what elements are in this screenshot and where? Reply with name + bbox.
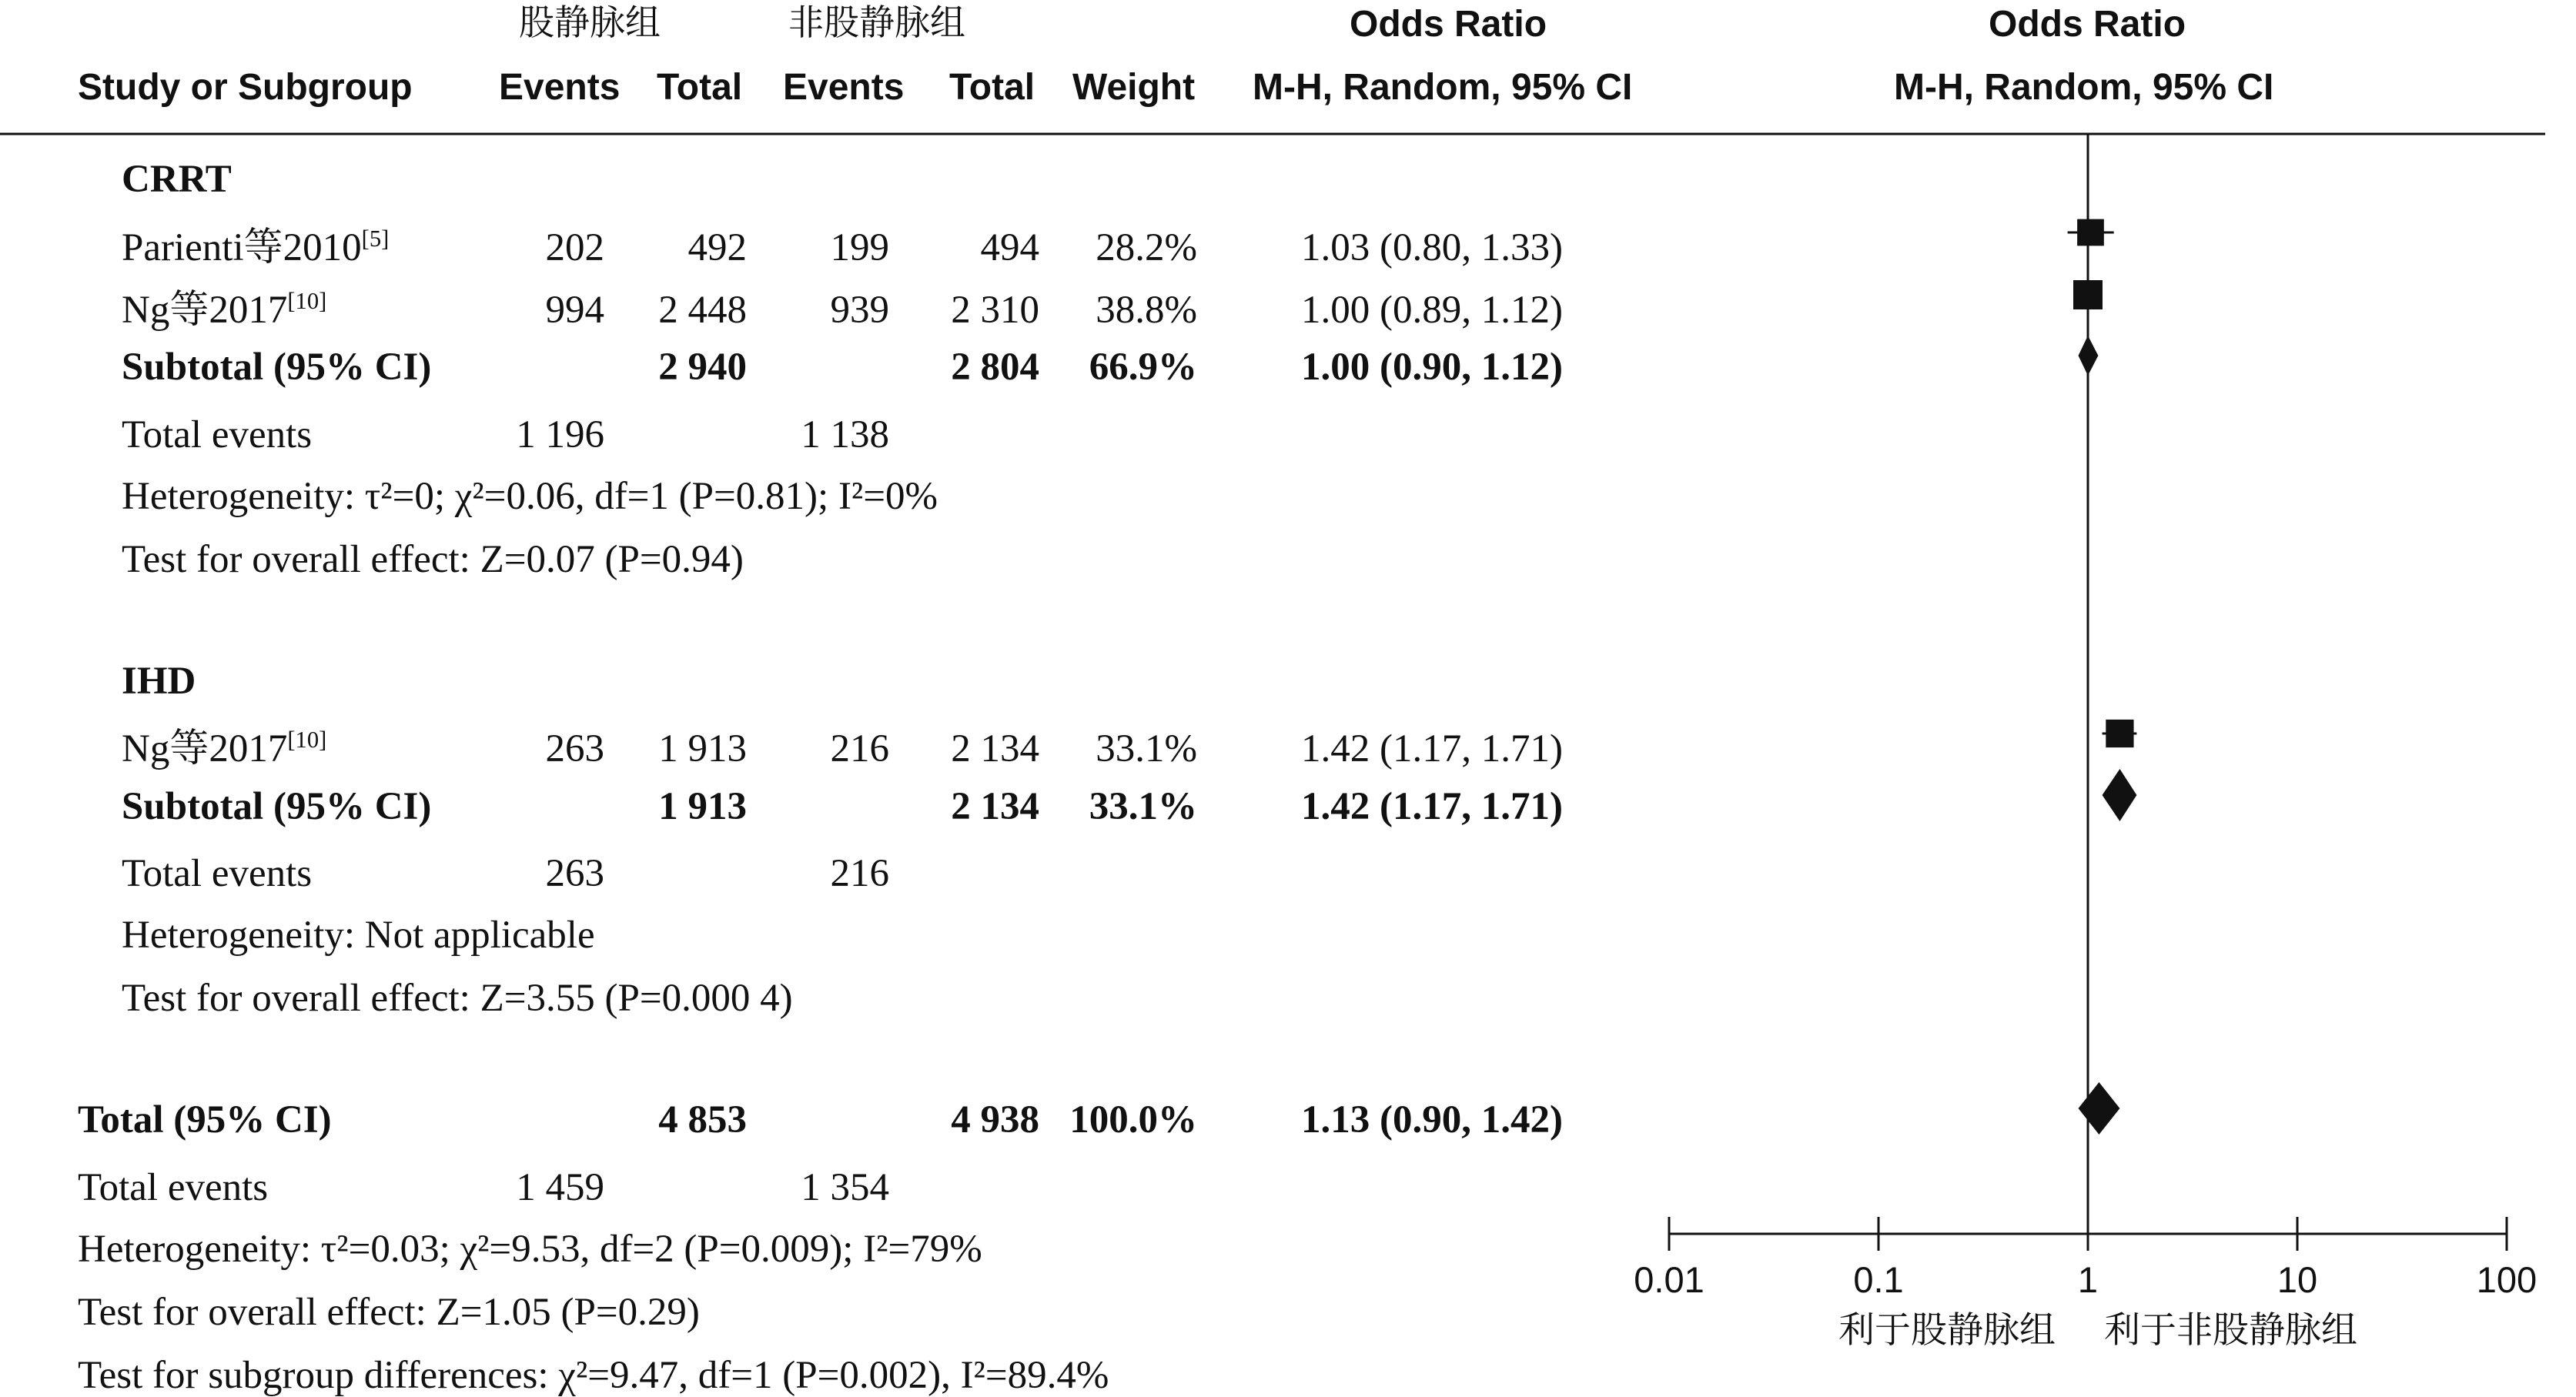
overall-effect-text: Test for overall effect: Z=3.55 (P=0.000 4): [122, 977, 793, 1020]
x-tick-label: 1: [2077, 1259, 2099, 1300]
weight-value: 33.1%: [1096, 727, 1197, 770]
subgroup-label-ihd: IHD: [122, 660, 196, 703]
total-exp-header: Total: [657, 67, 743, 108]
weight-header: Weight: [1072, 67, 1196, 108]
heterogeneity-text: Heterogeneity: τ²=0; χ²=0.06, df=1 (P=0.81); I²=0%: [122, 475, 938, 518]
subtotal-diamond: [2079, 336, 2099, 376]
events-ctrl: 199: [830, 226, 889, 269]
x-tick-label: 0.01: [1634, 1259, 1705, 1300]
heterogeneity-text: Heterogeneity: Not applicable: [122, 914, 595, 957]
total-exp: 2 448: [658, 289, 747, 332]
or-column-title: Odds Ratio: [1350, 4, 1547, 45]
reference-marker: [10]: [287, 727, 327, 753]
or-ci-value: 1.42 (1.17, 1.71): [1301, 727, 1563, 770]
study-point-estimate: [2106, 720, 2133, 747]
overall-weight: 100.0%: [1069, 1098, 1197, 1141]
overall-total-ctrl: 4 938: [951, 1098, 1039, 1141]
total-events-ctrl: 1 138: [801, 413, 889, 456]
overall-effect-text: Test for overall effect: Z=1.05 (P=0.29): [78, 1291, 700, 1334]
subtotal-weight: 33.1%: [1089, 785, 1197, 828]
total-ctrl: 494: [980, 226, 1039, 269]
subtotal-total-ctrl: 2 134: [951, 785, 1039, 828]
subtotal-label: Subtotal (95% CI): [122, 346, 432, 389]
x-tick-label: 100: [2476, 1259, 2538, 1300]
overall-diamond: [2079, 1082, 2120, 1135]
or-ci-value: 1.00 (0.89, 1.12): [1301, 289, 1563, 332]
reference-marker: [10]: [287, 288, 327, 314]
x-tick-label: 0.1: [1853, 1259, 1904, 1300]
overall-or-ci: 1.13 (0.90, 1.42): [1301, 1098, 1563, 1141]
study-name: Ng等2017[10]: [122, 727, 327, 770]
study-name: Ng等2017[10]: [122, 288, 327, 332]
events-exp: 202: [545, 226, 604, 269]
total-events-exp: 263: [545, 852, 604, 895]
favors-right-label: 利于非股静脉组: [2104, 1309, 2357, 1352]
events-exp: 263: [545, 727, 604, 770]
subtotal-diamond: [2103, 769, 2137, 821]
events-exp-header: Events: [499, 67, 621, 108]
overall-total-events-exp: 1 459: [516, 1166, 604, 1209]
subtotal-total-ctrl: 2 804: [951, 346, 1039, 389]
study-point-estimate: [2073, 280, 2103, 309]
or-method-header: M-H, Random, 95% CI: [1253, 67, 1633, 108]
overall-total-label: Total (95% CI): [78, 1098, 332, 1141]
subtotal-total-exp: 1 913: [658, 785, 747, 828]
plot-column-title: Odds Ratio: [1989, 4, 2186, 45]
x-tick-label: 10: [2277, 1259, 2318, 1300]
subgroup-label-crrt: CRRT: [122, 158, 232, 201]
subtotal-weight: 66.9%: [1089, 346, 1197, 389]
subtotal-label: Subtotal (95% CI): [122, 785, 432, 828]
events-ctrl: 216: [830, 727, 889, 770]
subtotal-total-exp: 2 940: [658, 346, 747, 389]
total-exp: 492: [687, 226, 747, 269]
total-events-ctrl: 216: [830, 852, 889, 895]
overall-total-events-label: Total events: [78, 1166, 269, 1209]
study-name: Parienti等2010[5]: [122, 226, 390, 269]
overall-effect-text: Test for overall effect: Z=0.07 (P=0.94): [122, 538, 744, 581]
events-ctrl: 939: [830, 289, 889, 332]
study-column-header: Study or Subgroup: [78, 67, 413, 108]
total-events-label: Total events: [122, 852, 313, 895]
group-experimental-label: 股静脉组: [519, 2, 661, 43]
favors-left-label: 利于股静脉组: [1838, 1309, 2056, 1352]
or-ci-value: 1.03 (0.80, 1.33): [1301, 226, 1563, 269]
subtotal-or-ci: 1.42 (1.17, 1.71): [1301, 785, 1563, 828]
total-ctrl-header: Total: [949, 67, 1035, 108]
total-ctrl: 2 310: [951, 289, 1039, 332]
overall-total-events-ctrl: 1 354: [801, 1166, 889, 1209]
total-ctrl: 2 134: [951, 727, 1039, 770]
total-exp: 1 913: [658, 727, 747, 770]
group-control-label: 非股静脉组: [788, 2, 965, 43]
overall-total-exp: 4 853: [658, 1098, 747, 1141]
study-point-estimate: [2077, 219, 2104, 246]
subgroup-differences-text: Test for subgroup differences: χ²=9.47, df=1 (P=0.002), I²=89.4%: [78, 1354, 1109, 1397]
plot-method-header: M-H, Random, 95% CI: [1894, 67, 2274, 108]
events-exp: 994: [545, 289, 604, 332]
events-ctrl-header: Events: [783, 67, 905, 108]
total-events-label: Total events: [122, 413, 313, 456]
weight-value: 28.2%: [1096, 226, 1197, 269]
overall-heterogeneity-text: Heterogeneity: τ²=0.03; χ²=9.53, df=2 (P=0.009); I²=79%: [78, 1228, 982, 1271]
reference-marker: [5]: [361, 226, 390, 252]
total-events-exp: 1 196: [516, 413, 604, 456]
subtotal-or-ci: 1.00 (0.90, 1.12): [1301, 346, 1563, 389]
weight-value: 38.8%: [1096, 289, 1197, 332]
